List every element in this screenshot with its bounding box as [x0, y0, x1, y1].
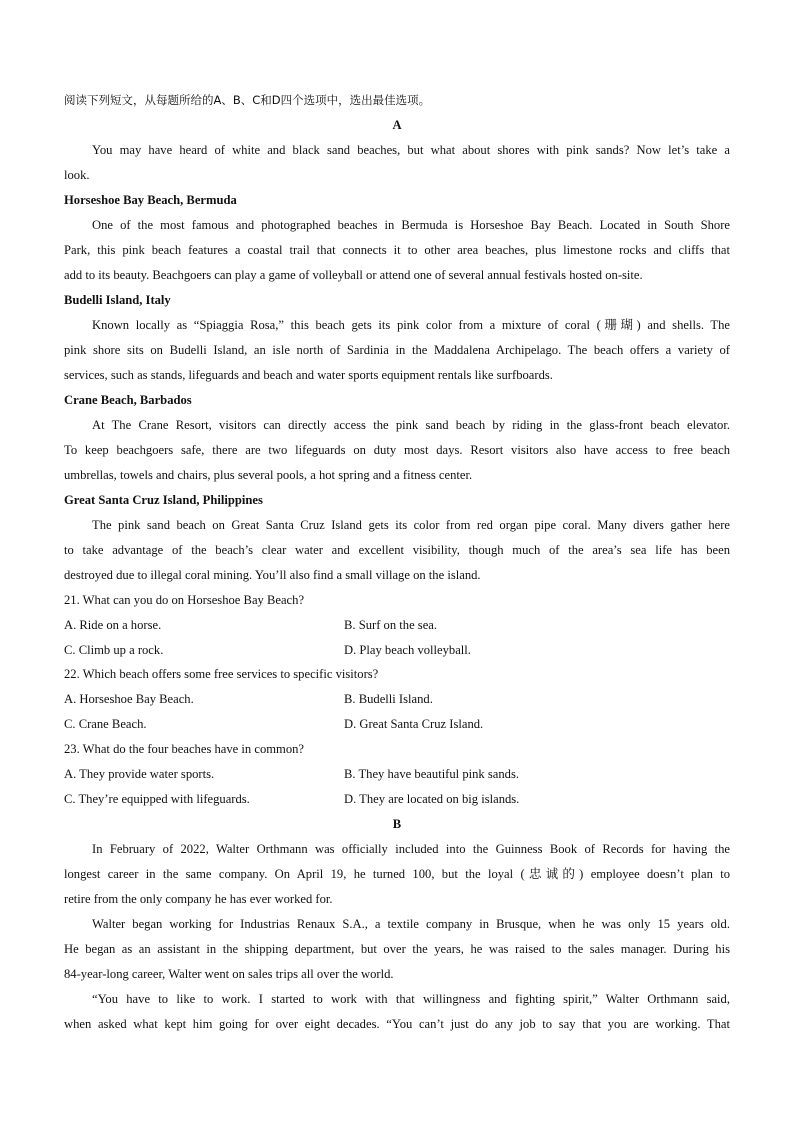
horseshoe-line-2: Park, this pink beach features a coastal trail that connects it to other area beaches, plus limestone rocks and cliffs that: [64, 243, 730, 257]
section-heading-horseshoe: Horseshoe Bay Beach, Bermuda: [64, 193, 237, 207]
intro-line-1: You may have heard of white and black sand beaches, but what about shores with pink sands? Now let’s take a: [92, 143, 730, 157]
b-para2-line-2: He began as an assistant in the shipping department, but over the years, he was raised to the sales manager. During his: [64, 942, 730, 956]
question-23-option-d[interactable]: D. They are located on big islands.: [344, 792, 520, 806]
b-para2-line-3: 84-year-long career, Walter went on sales trips all over the world.: [64, 967, 394, 981]
b-para3-line-2: when asked what kept him going for over eight decades. “You can’t just do any job to say that you are working. That: [64, 1017, 730, 1031]
budelli-line-1: Known locally as “Spiaggia Rosa,” this beach gets its pink color from a mixture of coral (珊瑚) and shells. The: [92, 318, 730, 332]
section-heading-budelli: Budelli Island, Italy: [64, 293, 171, 307]
intro-line-2: look.: [64, 168, 90, 182]
question-23-stem: 23. What do the four beaches have in common?: [64, 742, 305, 756]
question-21-option-c[interactable]: C. Climb up a rock.: [64, 643, 164, 657]
question-22-option-c[interactable]: C. Crane Beach.: [64, 717, 147, 731]
santa-cruz-line-2: to take advantage of the beach’s clear water and excellent visibility, though much of the area’s sea life has been: [64, 543, 730, 557]
question-22-option-a[interactable]: A. Horseshoe Bay Beach.: [64, 692, 194, 706]
horseshoe-line-3: add to its beauty. Beachgoers can play a game of volleyball or attend one of several annual festivals hosted on-site.: [64, 268, 643, 282]
instruction: 阅读下列短文，从每题所给的A、B、C和D四个选项中，选出最佳选项。: [64, 93, 431, 107]
passage-a-label: A: [392, 118, 402, 132]
crane-line-3: umbrellas, towels and chairs, plus several pools, a hot spring and a fitness center.: [64, 468, 473, 482]
b-para2-line-1: Walter began working for Industrias Renaux S.A., a textile company in Brusque, when he was only 15 years old.: [92, 917, 730, 931]
crane-line-2: To keep beachgoers safe, there are two lifeguards on duty most days. Resort visitors also have access to free beach: [64, 443, 730, 457]
santa-cruz-line-1: The pink sand beach on Great Santa Cruz Island gets its color from red organ pipe coral. Many divers gather here: [92, 518, 730, 532]
santa-cruz-line-3: destroyed due to illegal coral mining. You’ll also find a small village on the island.: [64, 568, 481, 582]
section-heading-santa-cruz: Great Santa Cruz Island, Philippines: [64, 493, 263, 507]
question-23-option-b[interactable]: B. They have beautiful pink sands.: [344, 767, 519, 781]
b-para1-line-2: longest career in the same company. On April 19, he turned 100, but the loyal (忠诚的) employee doesn’t plan to: [64, 867, 730, 881]
horseshoe-line-1: One of the most famous and photographed beaches in Bermuda is Horseshoe Bay Beach. Located in South Shore: [92, 218, 730, 232]
question-23-option-a[interactable]: A. They provide water sports.: [64, 767, 215, 781]
question-23-option-c[interactable]: C. They’re equipped with lifeguards.: [64, 792, 250, 806]
budelli-line-2: pink shore sits on Budelli Island, an isle north of Sardinia in the Maddalena Archipelago. The beach offers a variety of: [64, 343, 730, 357]
question-22-option-b[interactable]: B. Budelli Island.: [344, 692, 433, 706]
b-para1-line-3: retire from the only company he has ever worked for.: [64, 892, 333, 906]
section-heading-crane: Crane Beach, Barbados: [64, 393, 192, 407]
passage-b-label: B: [392, 817, 402, 831]
question-22-stem: 22. Which beach offers some free services to specific visitors?: [64, 667, 379, 681]
b-para3-line-1: “You have to like to work. I started to work with that willingness and fighting spirit,” Walter Orthmann said,: [92, 992, 730, 1006]
crane-line-1: At The Crane Resort, visitors can directly access the pink sand beach by riding in the glass-front beach elevator.: [92, 418, 730, 432]
question-22-option-d[interactable]: D. Great Santa Cruz Island.: [344, 717, 484, 731]
budelli-line-3: services, such as stands, lifeguards and beach and water sports equipment rentals like surfboards.: [64, 368, 553, 382]
question-21-option-d[interactable]: D. Play beach volleyball.: [344, 643, 471, 657]
question-21-option-a[interactable]: A. Ride on a horse.: [64, 618, 162, 632]
question-21-option-b[interactable]: B. Surf on the sea.: [344, 618, 438, 632]
question-21-stem: 21. What can you do on Horseshoe Bay Beach?: [64, 593, 305, 607]
b-para1-line-1: In February of 2022, Walter Orthmann was officially included into the Guinness Book of Records for having the: [92, 842, 730, 856]
